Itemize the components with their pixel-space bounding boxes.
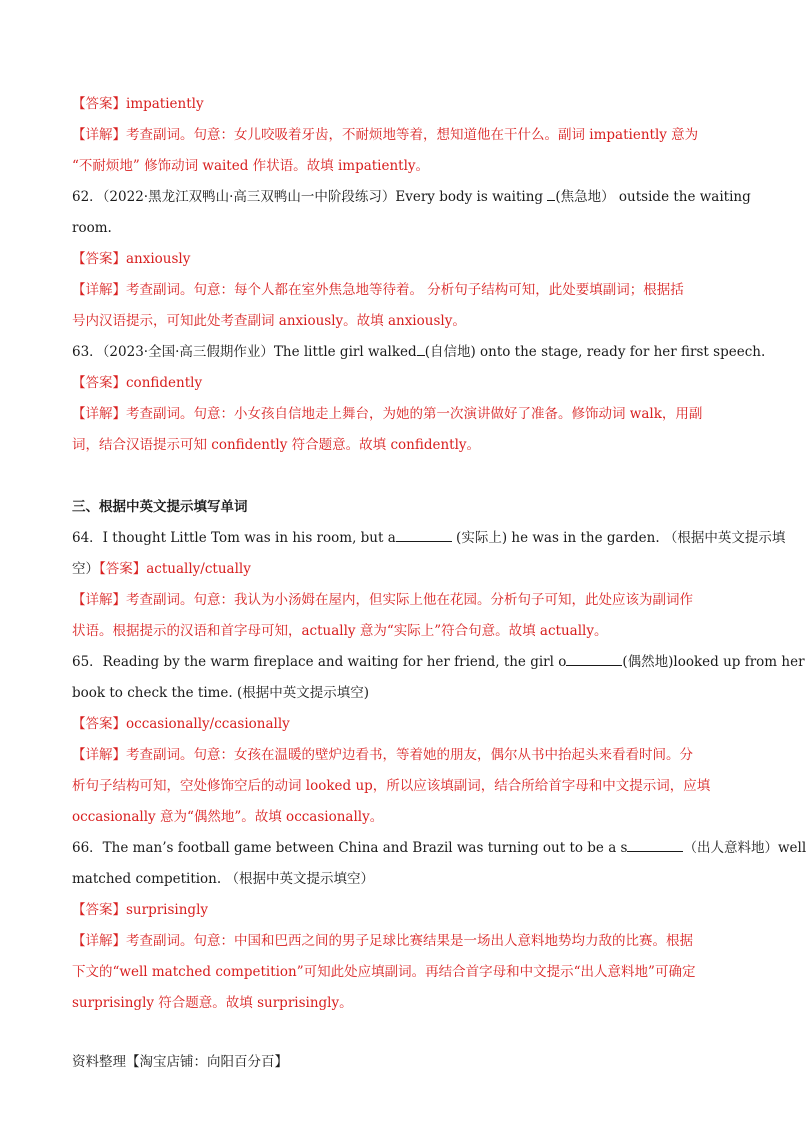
explanation-line: 析句子结构可知，空处修饰空后的动词 looked up，所以应该填副词，结合所给首字母和中文提示词，应填	[72, 778, 711, 794]
answer-blank	[566, 653, 622, 666]
question-62	[72, 187, 751, 218]
document-body	[72, 94, 806, 1024]
section-heading: 三、根据中英文提示填写单词	[72, 499, 248, 515]
explanation-line: 词，结合汉语提示可知 confidently 符合题意。故填 confidently。	[72, 437, 481, 453]
question-64-cont	[72, 559, 732, 590]
explanation-line: 【详解】考查副词。句意：女孩在温暖的壁炉边看书，等着她的朋友，偶尔从书中抬起头来看看时间。分	[72, 747, 693, 763]
answer-line: 【答案】occasionally/ccasionally	[72, 716, 290, 732]
answer-line: 【答案】impatiently	[72, 96, 204, 112]
explanation-line: 【详解】考查副词。句意：中国和巴西之间的男子足球比赛结果是一场出人意料地势均力敌的比赛。根据	[72, 933, 693, 949]
question-text: matched competition. （根据中英文提示填空）	[72, 871, 374, 887]
answer-blank	[417, 343, 425, 356]
question-text: 66．The man’s football game between China and Brazil was turning out to be a s	[72, 840, 628, 856]
question-text: 64．I thought Little Tom was in his room, but a	[72, 530, 396, 546]
explanation-line: 【详解】考查副词。句意：小女孩自信地走上舞台，为她的第一次演讲做好了准备。修饰动词 walk，用副	[72, 406, 703, 422]
question-text: 62．（2022·黑龙江双鸭山·高三双鸭山一中阶段练习）Every body is waiting	[72, 189, 548, 205]
answer-line: 【答案】actually/ctually	[99, 561, 251, 577]
answer-blank	[396, 529, 452, 542]
explanation-line: 【详解】考查副词。句意：我认为小汤姆在屋内，但实际上他在花园。分析句子可知，此处应该为副词作	[72, 592, 693, 608]
explanation-line: 【详解】考查副词。句意：女儿咬吸着牙齿，不耐烦地等着，想知道他在干什么。副词 impatiently 意为	[72, 127, 699, 143]
question-text: room.	[72, 220, 112, 236]
question-text-cont: (自信地) onto the stage, ready for her first speech.	[424, 344, 766, 360]
explanation-line: 状语。根据提示的汉语和首字母可知，actually 意为“实际上”符合句意。故填 actually。	[72, 623, 608, 639]
explanation-line: “不耐烦地” 修饰动词 waited 作状语。故填 impatiently。	[72, 158, 430, 174]
question-63	[72, 342, 766, 373]
question-text: 65．Reading by the warm fireplace and waiting for her friend, the girl o	[72, 654, 567, 670]
question-text-cont: (焦急地） outside the waiting	[555, 189, 751, 205]
question-66	[72, 838, 806, 869]
explanation-line: surprisingly 符合题意。故填 surprisingly。	[72, 995, 353, 1011]
question-text: book to check the time. (根据中英文提示填空)	[72, 685, 370, 701]
answer-line: 【答案】anxiously	[72, 251, 191, 267]
answer-blank	[627, 839, 683, 852]
explanation-line: occasionally 意为“偶然地”。故填 occasionally。	[72, 809, 384, 825]
answer-line: 【答案】surprisingly	[72, 902, 209, 918]
question-text-cont: （出人意料地）well	[683, 840, 806, 856]
answer-line: 【答案】confidently	[72, 375, 203, 391]
explanation-line: 号内汉语提示，可知此处考查副词 anxiously。故填 anxiously。	[72, 313, 466, 329]
question-text-cont: (偶然地)looked up from her	[622, 654, 805, 670]
explanation-line: 下文的“well matched competition”可知此处应填副词。再结合首字母和中文提示“出人意料地”可确定	[72, 964, 696, 980]
question-text: 空）	[72, 561, 99, 577]
question-text: 63．（2023·全国·高三假期作业）The little girl walked	[72, 344, 417, 360]
page-footer: 资料整理【淘宝店铺：向阳百分百】	[72, 1054, 288, 1070]
question-65	[72, 652, 805, 683]
question-text-cont: (实际上) he was in the garden. （根据中英文提示填	[451, 530, 786, 546]
question-64	[72, 528, 786, 559]
explanation-line: 【详解】考查副词。句意：每个人都在室外焦急地等待着。 分析句子结构可知，此处要填副词；根据括	[72, 282, 684, 298]
